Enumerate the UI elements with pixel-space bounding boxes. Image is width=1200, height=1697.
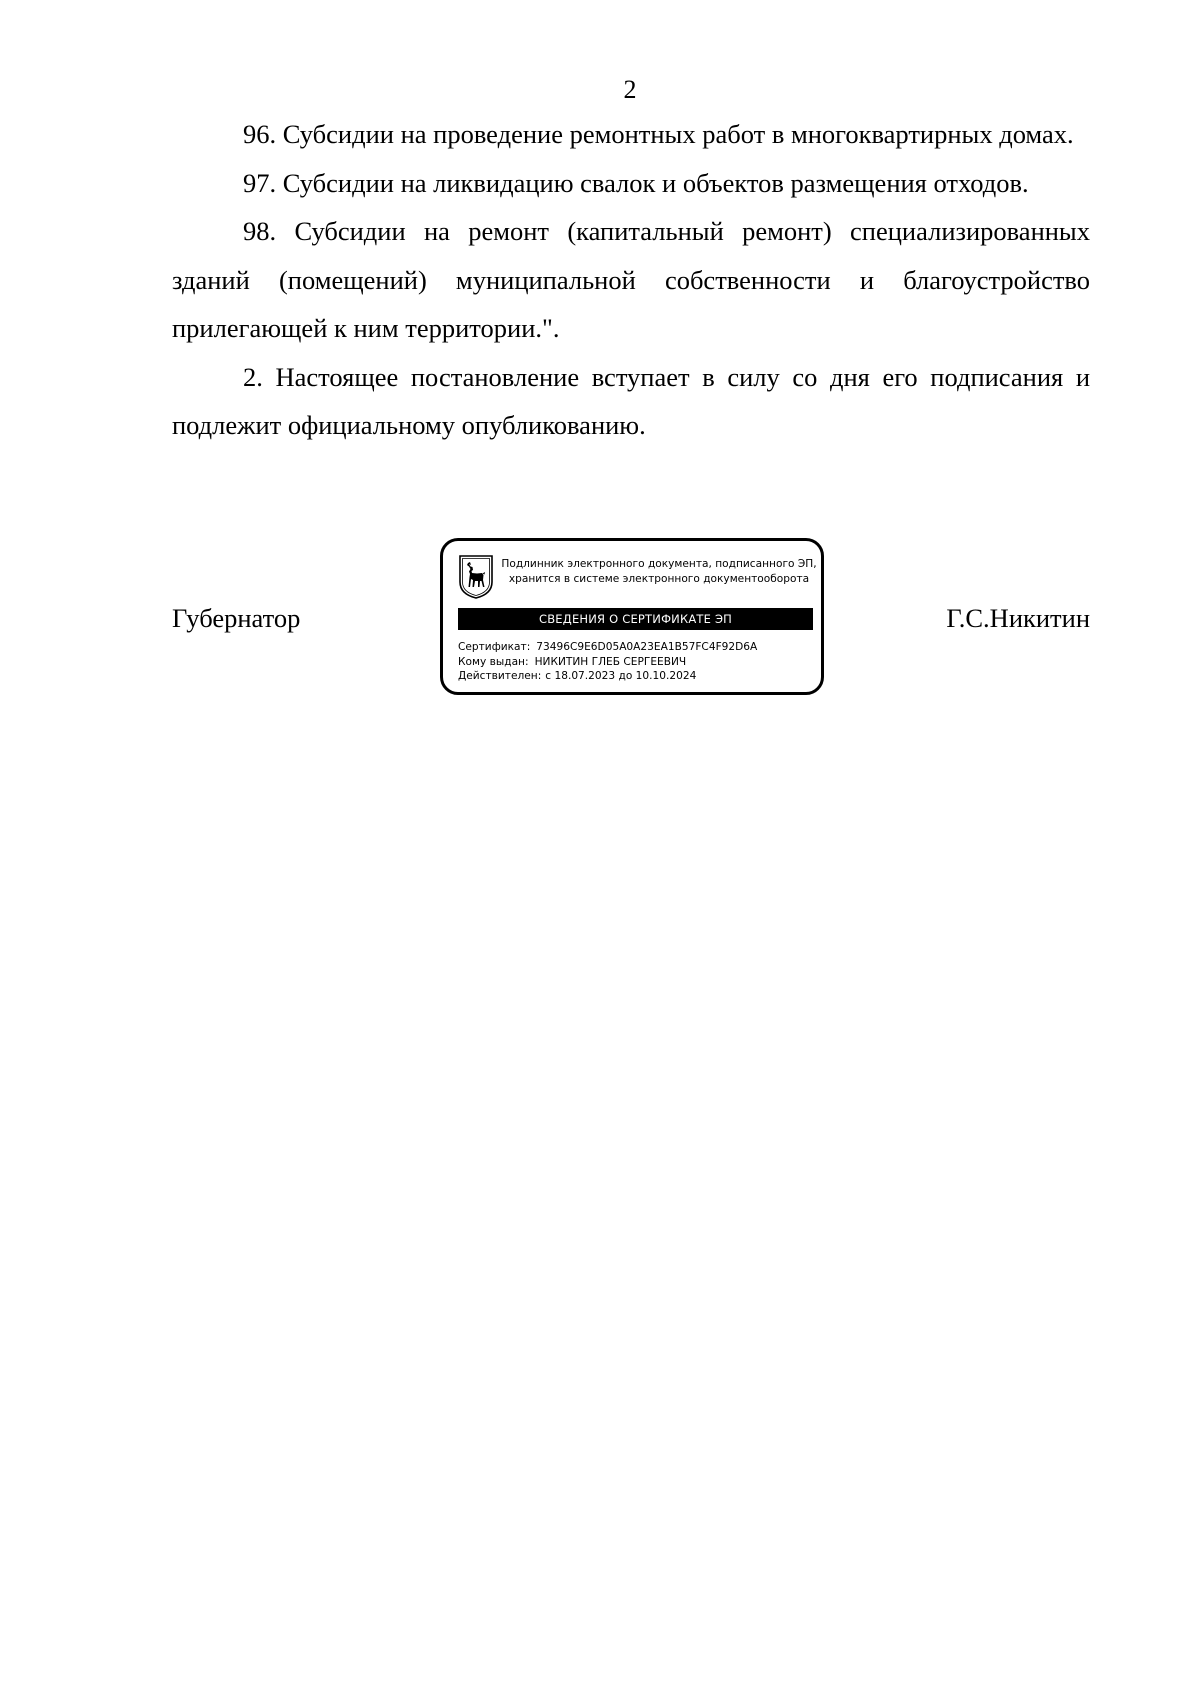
paragraph-item-98: 98. Субсидии на ремонт (капитальный ремонт) специализированных зданий (помещений) муниципальной собственности и благоустройство прилегающей к ним территории.". — [172, 216, 1090, 343]
paragraph-item-97: 97. Субсидии на ликвидацию свалок и объектов размещения отходов. — [243, 167, 1029, 198]
validity-value: с 18.07.2023 до 10.10.2024 — [545, 670, 697, 682]
paragraph-item-96: 96. Субсидии на проведение ремонтных работ в многоквартирных домах. — [243, 119, 1074, 149]
validity-row — [458, 669, 820, 684]
paragraph-effective-date: 2. Настоящее постановление вступает в силу со дня его подписания и подлежит официальному опубликованию. — [172, 361, 1090, 440]
stamp-notice-line-2: хранится в системе электронного документооборота — [508, 573, 810, 585]
certificate-value: 73496C9E6D05A0A23EA1B57FC4F92D6A — [536, 641, 758, 653]
validity-label: Действителен: — [458, 670, 542, 682]
issued-to-row — [458, 655, 820, 670]
electronic-signature-stamp — [440, 538, 824, 695]
stamp-notice-line-1: Подлинник электронного документа, подписанного ЭП, — [501, 558, 817, 570]
issued-to-label: Кому выдан: — [458, 655, 529, 668]
page-number: 2 — [623, 75, 637, 104]
signatory-position: Губернатор — [172, 603, 301, 633]
document-body — [172, 110, 1090, 450]
certificate-label: Сертификат: — [458, 641, 531, 653]
stamp-details — [458, 640, 820, 684]
issued-to-value: НИКИТИН ГЛЕБ СЕРГЕЕВИЧ — [534, 655, 687, 668]
signatory-name: Г.С.Никитин — [946, 603, 1090, 633]
stamp-header-bar: СВЕДЕНИЯ О СЕРТИФИКАТЕ ЭП — [458, 608, 813, 630]
deer-emblem-icon — [458, 554, 494, 600]
certificate-row — [458, 640, 820, 655]
stamp-notice — [500, 557, 818, 587]
